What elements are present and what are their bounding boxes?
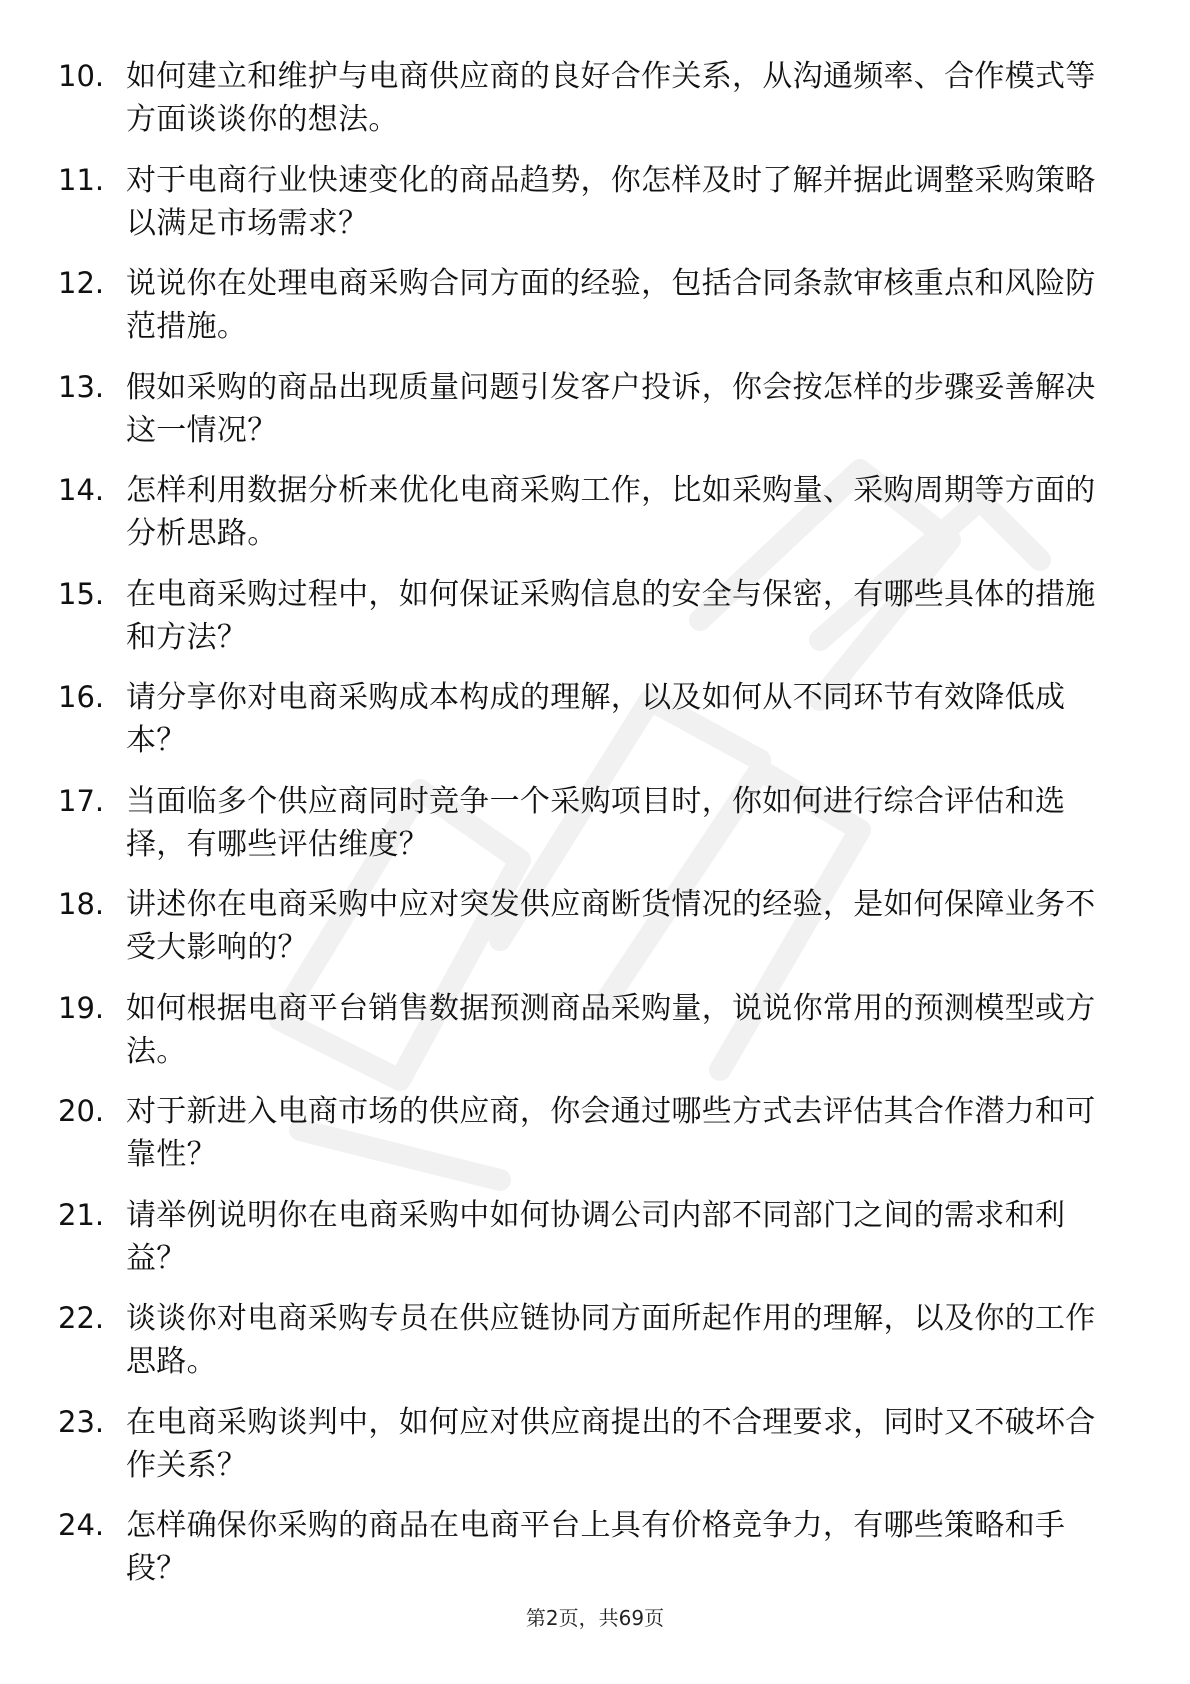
list-item xyxy=(58,1297,1118,1401)
question-number: 15. xyxy=(58,576,105,611)
list-item xyxy=(58,1504,1118,1608)
list-item xyxy=(58,366,1118,470)
question-number: 18. xyxy=(58,887,105,921)
question-text: 说说你在处理电商采购合同方面的经验，包括合同条款审核重点和风险防范措施。 xyxy=(126,266,1096,344)
question-number: 23. xyxy=(58,1404,105,1439)
list-item xyxy=(58,883,1118,987)
list-item xyxy=(58,676,1118,780)
question-text: 怎样利用数据分析来优化电商采购工作，比如采购量、采购周期等方面的分析思路。 xyxy=(126,473,1096,551)
list-item xyxy=(58,1194,1118,1298)
question-number: 19. xyxy=(58,990,105,1025)
question-number: 12. xyxy=(58,266,105,300)
question-text: 谈谈你对电商采购专员在供应链协同方面所起作用的理解，以及你的工作思路。 xyxy=(126,1301,1096,1379)
question-text: 讲述你在电商采购中应对突发供应商断货情况的经验，是如何保障业务不受大影响的？ xyxy=(126,887,1096,965)
question-number: 11. xyxy=(58,162,105,197)
question-number: 20. xyxy=(58,1094,105,1128)
question-text: 假如采购的商品出现质量问题引发客户投诉，你会按怎样的步骤妥善解决这一情况？ xyxy=(126,369,1096,448)
question-text: 当面临多个供应商同时竞争一个采购项目时，你如何进行综合评估和选择，有哪些评估维度？ xyxy=(126,783,1066,862)
question-list xyxy=(58,55,1118,1608)
question-text: 请分享你对电商采购成本构成的理解，以及如何从不同环节有效降低成本？ xyxy=(126,680,1066,758)
list-item xyxy=(58,780,1118,884)
question-text: 如何根据电商平台销售数据预测商品采购量，说说你常用的预测模型或方法。 xyxy=(126,990,1096,1069)
question-text: 怎样确保你采购的商品在电商平台上具有价格竞争力，有哪些策略和手段？ xyxy=(126,1508,1066,1586)
question-number: 17. xyxy=(58,783,105,818)
list-item xyxy=(58,1401,1118,1505)
list-item xyxy=(58,987,1118,1091)
list-item xyxy=(58,469,1118,573)
question-text: 在电商采购过程中，如何保证采购信息的安全与保密，有哪些具体的措施和方法？ xyxy=(126,576,1096,655)
question-number: 13. xyxy=(58,369,105,404)
question-number: 24. xyxy=(58,1508,105,1542)
list-item xyxy=(58,55,1118,159)
page-number-footer: 第2页，共69页 xyxy=(525,1606,665,1630)
question-number: 21. xyxy=(58,1197,105,1232)
list-item xyxy=(58,1090,1118,1194)
list-item xyxy=(58,262,1118,366)
question-text: 在电商采购谈判中，如何应对供应商提出的不合理要求，同时又不破坏合作关系？ xyxy=(126,1404,1096,1483)
list-item xyxy=(58,159,1118,263)
question-text: 对于电商行业快速变化的商品趋势，你怎样及时了解并据此调整采购策略以满足市场需求？ xyxy=(126,162,1096,241)
question-number: 22. xyxy=(58,1301,105,1335)
question-text: 对于新进入电商市场的供应商，你会通过哪些方式去评估其合作潜力和可靠性？ xyxy=(126,1094,1096,1172)
question-number: 10. xyxy=(58,59,105,93)
question-text: 请举例说明你在电商采购中如何协调公司内部不同部门之间的需求和利益？ xyxy=(126,1197,1066,1276)
question-text: 如何建立和维护与电商供应商的良好合作关系，从沟通频率、合作模式等方面谈谈你的想法。 xyxy=(126,59,1096,137)
question-number: 14. xyxy=(58,473,105,507)
question-number: 16. xyxy=(58,680,105,714)
list-item xyxy=(58,573,1118,677)
